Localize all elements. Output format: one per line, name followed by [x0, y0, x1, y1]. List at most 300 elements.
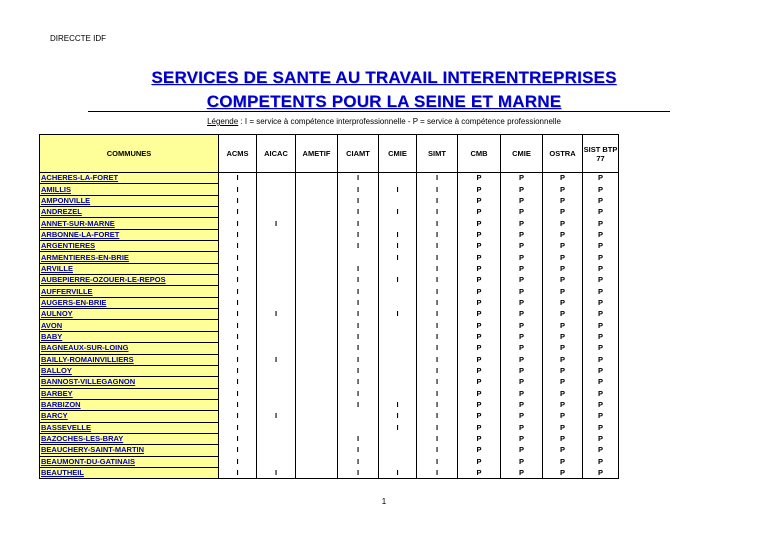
service-cell — [379, 354, 417, 365]
service-cell: P — [583, 229, 619, 240]
service-cell: P — [458, 377, 501, 388]
commune-name: BEAUCHERY-SAINT-MARTIN — [40, 445, 219, 456]
service-cell — [257, 320, 296, 331]
service-cell: I — [379, 229, 417, 240]
service-cell: P — [543, 411, 583, 422]
column-header: SIST BTP 77 — [583, 135, 619, 173]
column-header: AICAC — [257, 135, 296, 173]
service-cell: I — [338, 286, 379, 297]
table-row — [40, 467, 619, 478]
service-cell: I — [219, 354, 257, 365]
service-cell: P — [583, 377, 619, 388]
column-header: OSTRA — [543, 135, 583, 173]
service-cell — [257, 377, 296, 388]
commune-name: BANNOST-VILLEGAGNON — [40, 377, 219, 388]
service-cell: P — [501, 207, 543, 218]
column-header: CIAMT — [338, 135, 379, 173]
service-cell: I — [338, 297, 379, 308]
service-cell: P — [543, 229, 583, 240]
page-number: 1 — [381, 497, 387, 506]
table-row — [40, 399, 619, 410]
service-cell — [379, 263, 417, 274]
service-cell: P — [583, 365, 619, 376]
service-cell: I — [338, 195, 379, 206]
service-cell — [296, 377, 338, 388]
table-row — [40, 252, 619, 263]
column-header: CMB — [458, 135, 501, 173]
commune-name: ARGENTIERES — [40, 241, 219, 252]
commune-name: AUGERS-EN-BRIE — [40, 297, 219, 308]
table-row — [40, 320, 619, 331]
service-cell: P — [501, 365, 543, 376]
service-cell — [296, 331, 338, 342]
service-cell: P — [501, 399, 543, 410]
table-row — [40, 343, 619, 354]
column-header: CMIE — [501, 135, 543, 173]
service-cell: P — [501, 218, 543, 229]
commune-name: AUFFERVILLE — [40, 286, 219, 297]
service-cell: P — [458, 433, 501, 444]
service-cell: I — [379, 241, 417, 252]
service-cell: P — [501, 331, 543, 342]
service-cell — [257, 343, 296, 354]
service-cell — [296, 297, 338, 308]
service-cell: I — [417, 207, 458, 218]
service-cell: I — [417, 320, 458, 331]
service-cell: P — [583, 411, 619, 422]
service-cell: P — [543, 377, 583, 388]
service-cell: I — [219, 195, 257, 206]
commune-name: BARBIZON — [40, 399, 219, 410]
service-cell: P — [458, 445, 501, 456]
title-rule — [88, 111, 670, 112]
service-cell: I — [417, 195, 458, 206]
service-cell: I — [219, 388, 257, 399]
commune-name: AMPONVILLE — [40, 195, 219, 206]
service-cell: P — [543, 399, 583, 410]
service-cell: P — [501, 320, 543, 331]
commune-name: BARCY — [40, 411, 219, 422]
service-cell — [296, 445, 338, 456]
service-cell: P — [458, 331, 501, 342]
service-cell: I — [417, 286, 458, 297]
service-cell: P — [458, 399, 501, 410]
service-cell — [296, 252, 338, 263]
document-subtitle: COMPETENTS POUR LA SEINE ET MARNE — [206, 92, 562, 111]
service-cell — [296, 354, 338, 365]
service-cell: I — [219, 252, 257, 263]
service-cell: P — [501, 445, 543, 456]
table-row — [40, 365, 619, 376]
service-cell: P — [543, 263, 583, 274]
commune-name: BASSEVELLE — [40, 422, 219, 433]
commune-name: ARBONNE-LA-FORET — [40, 229, 219, 240]
service-cell: P — [543, 241, 583, 252]
service-cell: P — [458, 354, 501, 365]
service-cell — [296, 218, 338, 229]
service-cell — [257, 365, 296, 376]
service-cell: P — [501, 343, 543, 354]
legend-text: : I = service à compétence interprofessionnelle - P = service à compétence professionnelle — [238, 117, 561, 126]
commune-name: ACHERES-LA-FORET — [40, 173, 219, 184]
service-cell: P — [458, 173, 501, 184]
service-cell: P — [501, 377, 543, 388]
table-row — [40, 456, 619, 467]
commune-name: AULNOY — [40, 309, 219, 320]
table-row — [40, 445, 619, 456]
column-header: SIMT — [417, 135, 458, 173]
service-cell: P — [501, 195, 543, 206]
service-cell — [296, 309, 338, 320]
commune-name: BAGNEAUX-SUR-LOING — [40, 343, 219, 354]
service-cell: P — [458, 365, 501, 376]
header-org: DIRECCTE IDF — [50, 34, 106, 43]
table-row — [40, 263, 619, 274]
service-cell — [257, 252, 296, 263]
service-cell: I — [257, 354, 296, 365]
commune-name: AMILLIS — [40, 184, 219, 195]
service-cell: P — [458, 229, 501, 240]
service-cell: I — [417, 263, 458, 274]
service-cell — [379, 388, 417, 399]
service-cell: P — [501, 263, 543, 274]
service-cell: I — [338, 309, 379, 320]
service-cell: I — [219, 173, 257, 184]
service-cell: P — [543, 309, 583, 320]
service-cell: I — [417, 445, 458, 456]
service-cell — [379, 445, 417, 456]
commune-name: BEAUMONT-DU-GATINAIS — [40, 456, 219, 467]
table-row — [40, 286, 619, 297]
service-cell — [257, 445, 296, 456]
service-cell: P — [583, 275, 619, 286]
column-header: AMETIF — [296, 135, 338, 173]
service-cell: I — [338, 388, 379, 399]
service-cell: P — [583, 286, 619, 297]
service-cell — [296, 229, 338, 240]
service-cell: I — [338, 229, 379, 240]
service-cell: P — [583, 218, 619, 229]
service-cell — [379, 331, 417, 342]
table-row — [40, 331, 619, 342]
service-cell: P — [458, 286, 501, 297]
service-cell — [379, 456, 417, 467]
service-cell — [257, 207, 296, 218]
table-row — [40, 173, 619, 184]
commune-name: AUBEPIERRE-OZOUER-LE-REPOS — [40, 275, 219, 286]
service-cell: P — [501, 275, 543, 286]
service-cell — [257, 184, 296, 195]
table-row — [40, 422, 619, 433]
service-cell: I — [219, 377, 257, 388]
service-cell — [296, 388, 338, 399]
service-cell — [296, 456, 338, 467]
service-cell — [257, 297, 296, 308]
table-row — [40, 433, 619, 444]
table-row — [40, 241, 619, 252]
service-cell: P — [458, 207, 501, 218]
service-cell: I — [219, 365, 257, 376]
service-cell — [296, 173, 338, 184]
service-cell: I — [219, 184, 257, 195]
service-cell: P — [543, 456, 583, 467]
service-cell: P — [583, 456, 619, 467]
service-cell: P — [501, 241, 543, 252]
service-cell: P — [583, 263, 619, 274]
service-cell — [338, 252, 379, 263]
service-cell: I — [338, 433, 379, 444]
service-cell: P — [543, 218, 583, 229]
service-cell: P — [458, 263, 501, 274]
service-cell: I — [219, 207, 257, 218]
service-cell: I — [219, 456, 257, 467]
service-cell: I — [338, 467, 379, 478]
column-header: ACMS — [219, 135, 257, 173]
legend-label: Légende — [207, 117, 239, 126]
service-cell — [379, 365, 417, 376]
service-cell: I — [417, 218, 458, 229]
service-cell: P — [543, 331, 583, 342]
service-cell — [296, 263, 338, 274]
service-cell: I — [338, 456, 379, 467]
service-cell — [296, 422, 338, 433]
service-cell: I — [338, 184, 379, 195]
table-row — [40, 229, 619, 240]
service-cell: I — [219, 218, 257, 229]
service-cell — [296, 275, 338, 286]
service-cell: I — [257, 309, 296, 320]
service-cell: P — [583, 388, 619, 399]
service-cell: P — [583, 207, 619, 218]
service-cell: P — [501, 422, 543, 433]
service-cell: P — [583, 309, 619, 320]
service-cell — [257, 229, 296, 240]
service-cell: I — [379, 309, 417, 320]
service-cell: I — [219, 445, 257, 456]
service-cell: I — [219, 309, 257, 320]
service-cell: I — [219, 422, 257, 433]
service-cell: P — [458, 241, 501, 252]
commune-name: ARVILLE — [40, 263, 219, 274]
service-cell: P — [543, 173, 583, 184]
service-cell: I — [417, 399, 458, 410]
service-cell: I — [417, 388, 458, 399]
commune-name: BARBEY — [40, 388, 219, 399]
service-cell — [257, 399, 296, 410]
table-header-row — [40, 135, 619, 173]
service-cell: P — [501, 456, 543, 467]
column-header: CMIE — [379, 135, 417, 173]
service-cell: P — [583, 320, 619, 331]
service-cell: I — [338, 218, 379, 229]
service-cell: I — [417, 331, 458, 342]
service-cell: P — [583, 467, 619, 478]
service-cell: I — [338, 377, 379, 388]
service-cell: P — [501, 354, 543, 365]
service-cell: I — [338, 343, 379, 354]
service-cell: P — [583, 331, 619, 342]
table-body — [40, 173, 619, 479]
service-cell: I — [338, 241, 379, 252]
services-table — [39, 134, 619, 479]
service-cell: P — [501, 309, 543, 320]
service-cell — [379, 173, 417, 184]
service-cell: I — [338, 207, 379, 218]
service-cell — [296, 399, 338, 410]
table-row — [40, 195, 619, 206]
service-cell: P — [458, 467, 501, 478]
service-cell: I — [417, 343, 458, 354]
table-row — [40, 184, 619, 195]
service-cell: P — [543, 252, 583, 263]
service-cell: I — [338, 365, 379, 376]
service-cell: I — [379, 399, 417, 410]
table-row — [40, 275, 619, 286]
service-cell: P — [501, 173, 543, 184]
service-cell: P — [583, 195, 619, 206]
service-cell — [296, 343, 338, 354]
table-row — [40, 411, 619, 422]
service-cell: I — [219, 297, 257, 308]
service-cell: P — [458, 456, 501, 467]
service-cell: I — [219, 411, 257, 422]
service-cell: I — [257, 467, 296, 478]
commune-name: BEAUTHEIL — [40, 467, 219, 478]
service-cell: I — [417, 365, 458, 376]
service-cell: I — [219, 286, 257, 297]
service-cell: I — [379, 207, 417, 218]
service-cell: I — [417, 173, 458, 184]
service-cell: P — [458, 343, 501, 354]
service-cell: I — [219, 467, 257, 478]
service-cell: P — [543, 195, 583, 206]
service-cell: P — [583, 433, 619, 444]
commune-name: AVON — [40, 320, 219, 331]
service-cell: I — [219, 229, 257, 240]
service-cell: P — [501, 388, 543, 399]
service-cell: P — [458, 195, 501, 206]
service-cell: I — [379, 184, 417, 195]
table-row — [40, 218, 619, 229]
service-cell: I — [417, 377, 458, 388]
service-cell: I — [338, 445, 379, 456]
service-cell: P — [543, 365, 583, 376]
service-cell: P — [583, 445, 619, 456]
service-cell: I — [338, 275, 379, 286]
service-cell: P — [583, 184, 619, 195]
service-cell: P — [543, 297, 583, 308]
service-cell: P — [543, 320, 583, 331]
service-cell — [296, 365, 338, 376]
service-cell: I — [379, 422, 417, 433]
service-cell: I — [338, 263, 379, 274]
service-cell: I — [417, 252, 458, 263]
service-cell: P — [543, 184, 583, 195]
service-cell: I — [417, 456, 458, 467]
service-cell: P — [543, 422, 583, 433]
service-cell: I — [417, 184, 458, 195]
service-cell: I — [379, 467, 417, 478]
service-cell — [379, 297, 417, 308]
service-cell: P — [543, 207, 583, 218]
service-cell — [257, 388, 296, 399]
service-cell: P — [583, 297, 619, 308]
service-cell — [338, 422, 379, 433]
service-cell — [257, 286, 296, 297]
commune-name: BAZOCHES-LES-BRAY — [40, 433, 219, 444]
service-cell — [296, 433, 338, 444]
service-cell — [257, 456, 296, 467]
service-cell: I — [417, 411, 458, 422]
table-row — [40, 297, 619, 308]
service-cell — [257, 433, 296, 444]
service-cell: I — [417, 309, 458, 320]
service-cell: I — [338, 399, 379, 410]
service-cell — [379, 195, 417, 206]
service-cell: I — [417, 241, 458, 252]
service-cell — [379, 286, 417, 297]
service-cell: I — [338, 354, 379, 365]
service-cell: P — [458, 411, 501, 422]
service-cell — [257, 331, 296, 342]
service-cell — [296, 195, 338, 206]
service-cell: I — [379, 252, 417, 263]
service-cell: P — [583, 422, 619, 433]
service-cell — [296, 286, 338, 297]
service-cell: I — [417, 229, 458, 240]
service-cell: I — [417, 297, 458, 308]
service-cell — [338, 411, 379, 422]
service-cell: P — [501, 184, 543, 195]
service-cell: I — [338, 173, 379, 184]
service-cell: P — [458, 320, 501, 331]
service-cell — [257, 195, 296, 206]
service-cell: P — [543, 275, 583, 286]
service-cell: P — [543, 343, 583, 354]
service-cell: P — [501, 297, 543, 308]
service-cell: I — [219, 320, 257, 331]
document-title: SERVICES DE SANTE AU TRAVAIL INTERENTREPRISES — [151, 68, 617, 87]
service-cell: I — [417, 275, 458, 286]
table-row — [40, 207, 619, 218]
service-cell — [379, 433, 417, 444]
service-cell: I — [257, 218, 296, 229]
service-cell — [296, 411, 338, 422]
table-row — [40, 377, 619, 388]
service-cell: P — [583, 343, 619, 354]
table-row — [40, 354, 619, 365]
service-cell: P — [543, 388, 583, 399]
service-cell: P — [501, 286, 543, 297]
service-cell: I — [417, 422, 458, 433]
commune-name: ANDREZEL — [40, 207, 219, 218]
commune-name: ARMENTIERES-EN-BRIE — [40, 252, 219, 263]
commune-name: BAILLY-ROMAINVILLIERS — [40, 354, 219, 365]
service-cell: P — [458, 184, 501, 195]
service-cell: P — [458, 388, 501, 399]
service-cell: P — [501, 433, 543, 444]
service-cell: I — [219, 433, 257, 444]
service-cell — [257, 173, 296, 184]
service-cell: I — [417, 433, 458, 444]
commune-name: BABY — [40, 331, 219, 342]
service-cell: I — [219, 263, 257, 274]
service-cell — [257, 263, 296, 274]
service-cell: I — [338, 331, 379, 342]
service-cell: P — [583, 241, 619, 252]
service-cell: P — [501, 411, 543, 422]
service-cell: P — [458, 252, 501, 263]
